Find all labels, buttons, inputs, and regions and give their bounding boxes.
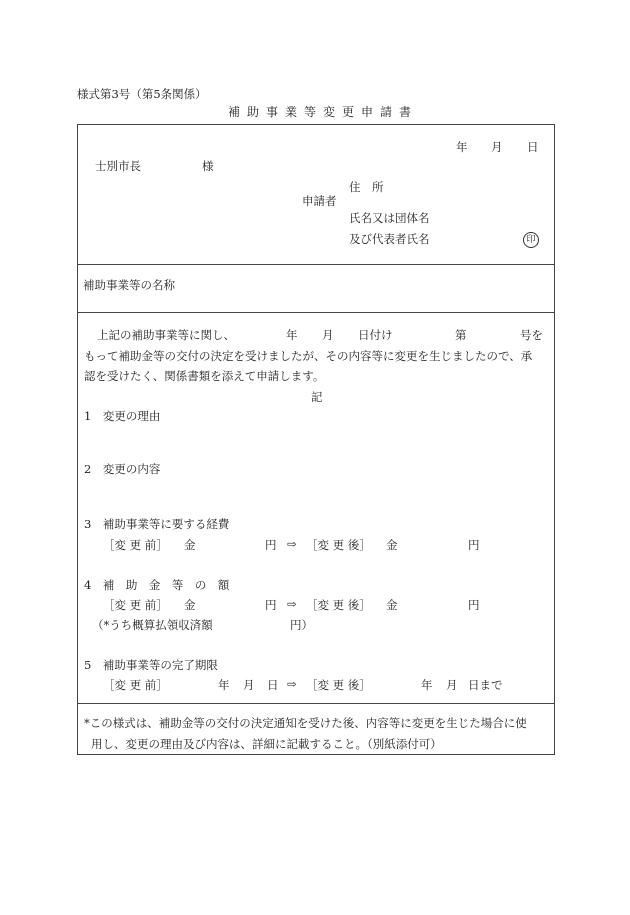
item-3-expenses: 3 補助事業等に要する経費 [84,517,230,531]
item-2-content: 2 変更の内容 [84,462,161,476]
applicant-label: 申請者 [302,194,337,208]
addressee-name: 士別市長 [95,159,141,173]
body-line1-no-prefix: 第 [455,328,467,342]
body-line1-day: 日付け [358,328,393,342]
item-4-after-label: ［変 更 後］ [306,598,371,612]
addressee-honorific: 様 [202,159,214,173]
item-5-before-year: 年 [218,678,230,692]
body-line1-no-suffix: 号を [520,328,543,342]
item-4-after-yen: 円 [468,598,480,612]
item-3-after-kin: 金 [386,538,398,552]
applicant-name-label: 氏名又は団体名 [349,211,430,225]
item-1-reason: 1 変更の理由 [84,409,161,423]
item-5-after-label: ［変 更 後］ [306,678,371,692]
item-3-after-yen: 円 [468,538,480,552]
footnote-line2: 用し、変更の理由及び内容は、詳細に記載すること。（別紙添付可） [91,737,442,751]
body-line3: 認を受けたく、関係書類を添えて申請します。 [84,369,325,383]
item-3-after-label: ［変 更 後］ [306,538,371,552]
item-5-after-until: 日まで [468,678,503,692]
item-4-before-yen: 円 [265,598,277,612]
body-line2: もって補助金等の交付の決定を受けましたが、その内容等に変更を生じましたので、承 [84,349,533,363]
item-4-after-kin: 金 [386,598,398,612]
date-month-label: 月 [491,140,503,154]
item-4-subsidy-amount: 4 補 助 金 等 の 額 [84,578,230,592]
item-5-before-label: ［変 更 前］ [103,678,168,692]
body-line1-year: 年 [286,328,298,342]
ki-label: 記 [311,390,323,404]
item-4-before-label: ［変 更 前］ [103,598,168,612]
item-5-arrow-icon: ⇨ [287,677,297,691]
item-3-before-label: ［変 更 前］ [103,538,168,552]
date-day-label: 日 [527,140,539,154]
body-line1-month: 月 [322,328,334,342]
page-title: 補助事業等変更申請書 [228,105,419,119]
applicant-address-label: 住 所 [349,180,384,194]
item-5-after-year: 年 [421,678,433,692]
item-4-arrow-icon: ⇨ [287,597,297,611]
item-5-before-month: 月 [243,678,255,692]
item-4-note-suffix: 円） [290,618,313,632]
item-3-before-yen: 円 [265,538,277,552]
item-5-before-day: 日 [267,678,279,692]
date-year-label: 年 [456,140,468,154]
item-4-before-kin: 金 [184,598,196,612]
footnote-line1: *この様式は、補助金等の交付の決定通知を受けた後、内容等に変更を生じた場合に使 [84,716,527,730]
item-3-arrow-icon: ⇨ [287,537,297,551]
applicant-representative-label: 及び代表者氏名 [349,232,430,246]
item-5-deadline: 5 補助事業等の完了期限 [84,658,218,672]
item-5-after-month: 月 [446,678,458,692]
form-number-label: 様式第3号（第5条関係） [77,87,207,101]
body-line1-intro: 上記の補助事業等に関し、 [97,328,235,342]
item-3-before-kin: 金 [184,538,196,552]
item-4-note-prefix: （*うち概算払領収済額 [92,618,213,632]
seal-icon: 印 [523,232,539,248]
project-name-label: 補助事業等の名称 [83,278,175,292]
